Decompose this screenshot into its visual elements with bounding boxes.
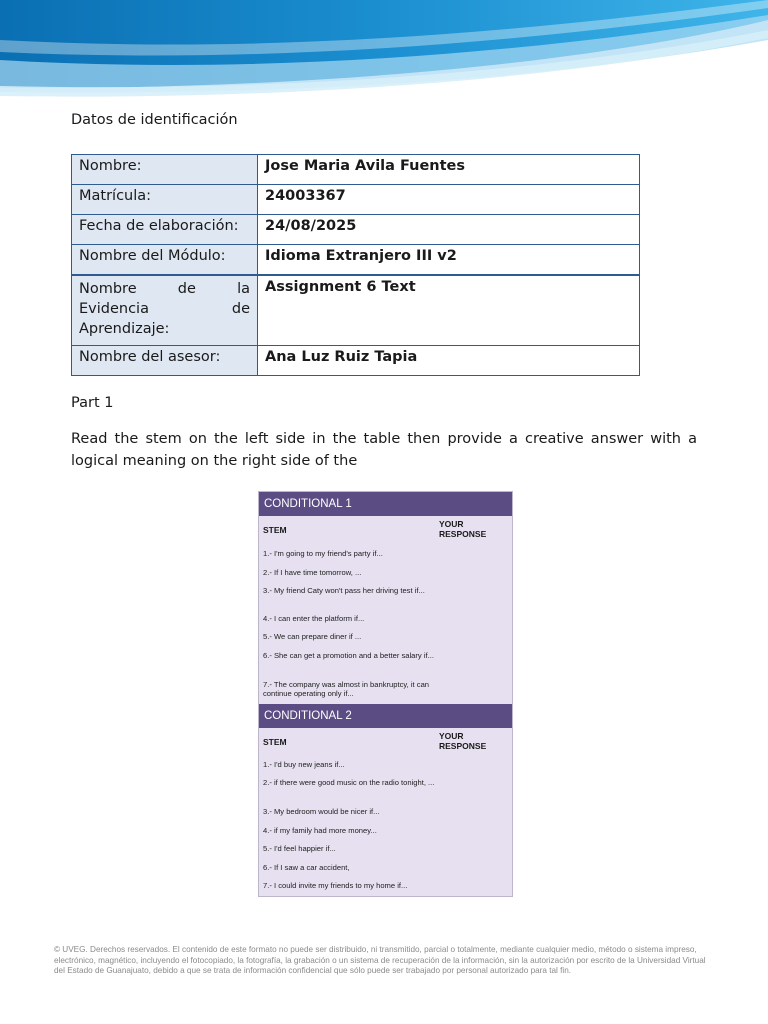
stem-header: STEM bbox=[263, 525, 287, 535]
table-row bbox=[72, 346, 640, 376]
identification-table bbox=[71, 154, 640, 376]
value-fecha: 24/08/2025 bbox=[258, 215, 640, 245]
table-row bbox=[72, 275, 640, 346]
response-header: YOUR RESPONSE bbox=[439, 519, 487, 539]
response-header: YOUR RESPONSE bbox=[439, 731, 487, 751]
list-item: 1.- I'd buy new jeans if... bbox=[263, 760, 345, 769]
list-item: 6.- She can get a promotion and a better salary if... bbox=[263, 651, 434, 660]
table-row bbox=[72, 215, 640, 245]
value-modulo: Idioma Extranjero III v2 bbox=[258, 245, 640, 276]
label-fecha: Fecha de elaboración: bbox=[72, 215, 258, 245]
list-item: 5.- I'd feel happier if... bbox=[263, 844, 336, 853]
list-item: 6.- If I saw a car accident, bbox=[263, 863, 350, 872]
part-label: Part 1 bbox=[71, 395, 114, 411]
label-modulo: Nombre del Módulo: bbox=[72, 245, 258, 276]
copyright-footer: © UVEG. Derechos reservados. El contenido de este formato no puede ser distribuido, ni transmitido, parcial o totalmente, mediante cualquier medio, método o sistema impreso, electrónico, magnético, incluyendo el fotocopiado, la fotografía, la grabación o un sistema de recuperación de la información, sin la autorización por escrito de la Universidad Virtual del Estado de Guanajuato, debido a que se trata de información confidencial que sólo puede ser trabajado por personal autorizado para tal fin. bbox=[54, 945, 706, 975]
value-asesor: Ana Luz Ruiz Tapia bbox=[258, 346, 640, 376]
list-item: 7.- The company was almost in bankruptcy, it can continue operating only if... bbox=[263, 680, 430, 698]
conditional-worksheet bbox=[258, 491, 513, 897]
label-nombre: Nombre: bbox=[72, 155, 258, 185]
section-title: Datos de identificación bbox=[71, 112, 238, 128]
stem-header: STEM bbox=[263, 737, 287, 747]
list-item: 4.- I can enter the platform if... bbox=[263, 614, 365, 623]
list-item: 1.- I'm going to my friend's party if... bbox=[263, 549, 383, 558]
value-nombre: Jose Maria Avila Fuentes bbox=[258, 155, 640, 185]
value-evidencia: Assignment 6 Text bbox=[258, 275, 640, 346]
list-item: 7.- I could invite my friends to my home if... bbox=[263, 881, 408, 890]
header-banner bbox=[0, 0, 768, 100]
label-evidencia: Nombre de la Evidencia de Aprendizaje: bbox=[72, 275, 258, 346]
conditional-2-heading: CONDITIONAL 2 bbox=[259, 704, 512, 728]
instructions-text: Read the stem on the left side in the table then provide a creative answer with a logical meaning on the right side of the bbox=[71, 431, 697, 469]
list-item: 3.- My friend Caty won't pass her driving test if... bbox=[263, 586, 425, 595]
value-matricula: 24003367 bbox=[258, 185, 640, 215]
list-item: 3.- My bedroom would be nicer if... bbox=[263, 807, 380, 816]
list-item: 4.- if my family had more money... bbox=[263, 826, 377, 835]
table-row bbox=[72, 155, 640, 185]
conditional-1-heading: CONDITIONAL 1 bbox=[259, 492, 512, 516]
label-matricula: Matrícula: bbox=[72, 185, 258, 215]
table-row bbox=[72, 245, 640, 276]
table-row bbox=[72, 185, 640, 215]
label-asesor: Nombre del asesor: bbox=[72, 346, 258, 376]
list-item: 5.- We can prepare diner if ... bbox=[263, 632, 362, 641]
list-item: 2.- If I have time tomorrow, ... bbox=[263, 568, 362, 577]
list-item: 2.- if there were good music on the radio tonight, ... bbox=[263, 778, 435, 787]
